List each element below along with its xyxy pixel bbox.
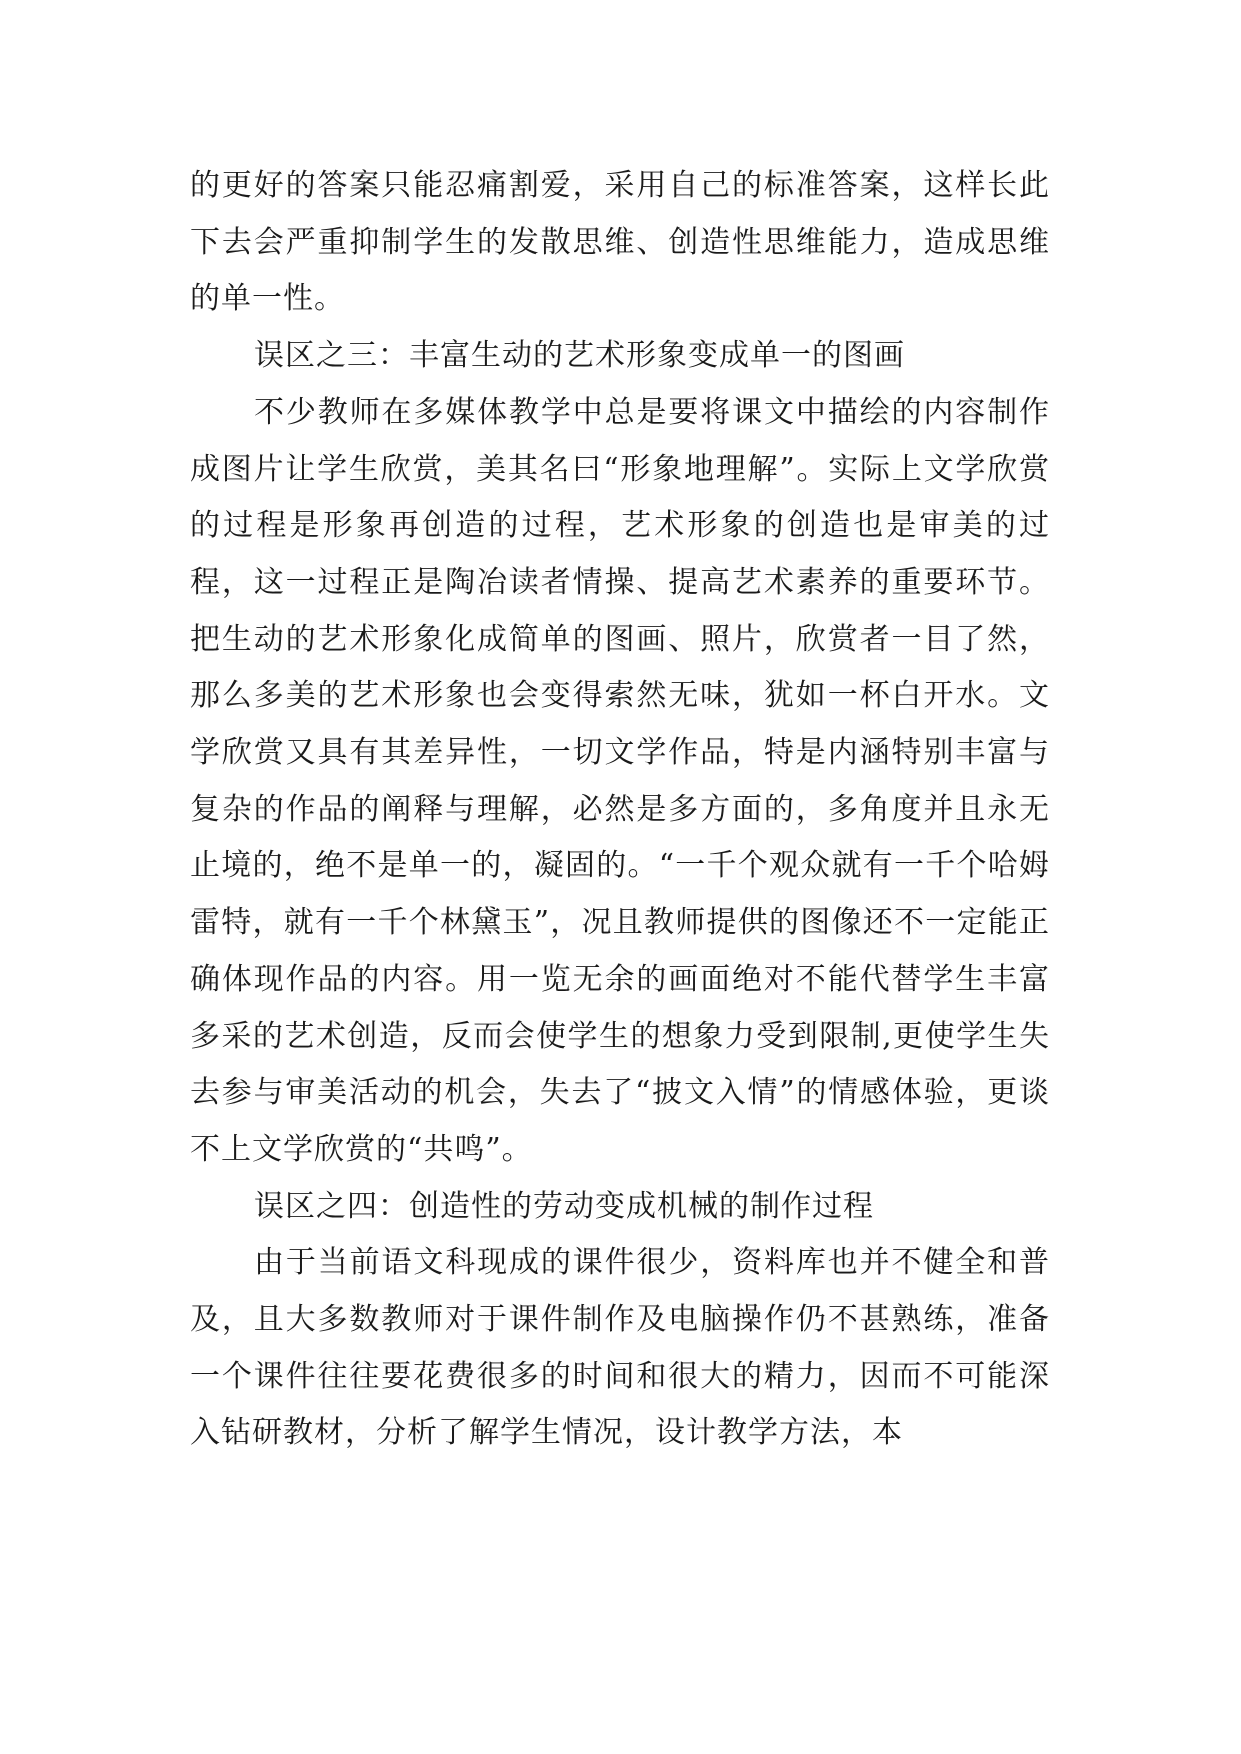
- paragraph-body: 不少教师在多媒体教学中总是要将课文中描绘的内容制作成图片让学生欣赏，美其名曰“形象地理解”。实际上文学欣赏的过程是形象再创造的过程，艺术形象的创造也是审美的过程，这一过程正是陶冶读者情操、提高艺术素养的重要环节。把生动的艺术形象化成简单的图画、照片，欣赏者一目了然，那么多美的艺术形象也会变得索然无味，犹如一杯白开水。文学欣赏又具有其差异性，一切文学作品，特是内涵特别丰富与复杂的作品的阐释与理解，必然是多方面的，多角度并且永无止境的，绝不是单一的，凝固的。“一千个观众就有一千个哈姆雷特，就有一千个林黛玉”，况且教师提供的图像还不一定能正确体现作品的内容。用一览无余的画面绝对不能代替学生丰富多采的艺术创造，反而会使学生的想象力受到限制,更使学生失去参与审美活动的机会，失去了“披文入情”的情感体验，更谈不上文学欣赏的“共鸣”。: [190, 394, 1050, 1167]
- section-heading-three: 误区之三：丰富生动的艺术形象变成单一的图画: [254, 338, 905, 374]
- section-heading-four: 误区之四：创造性的劳动变成机械的制作过程: [254, 1188, 874, 1224]
- document-body: [190, 158, 1050, 1462]
- paragraph-continuation: 的更好的答案只能忍痛割爱，采用自己的标准答案，这样长此下去会严重抑制学生的发散思维、创造性思维能力，造成思维的单一性。: [190, 168, 1050, 317]
- paragraph-body: 由于当前语文科现成的课件很少，资料库也并不健全和普及，且大多数教师对于课件制作及电脑操作仍不甚熟练，准备一个课件往往要花费很多的时间和很大的精力，因而不可能深入钻研教材，分析了解学生情况，设计教学方法，本: [190, 1245, 1050, 1451]
